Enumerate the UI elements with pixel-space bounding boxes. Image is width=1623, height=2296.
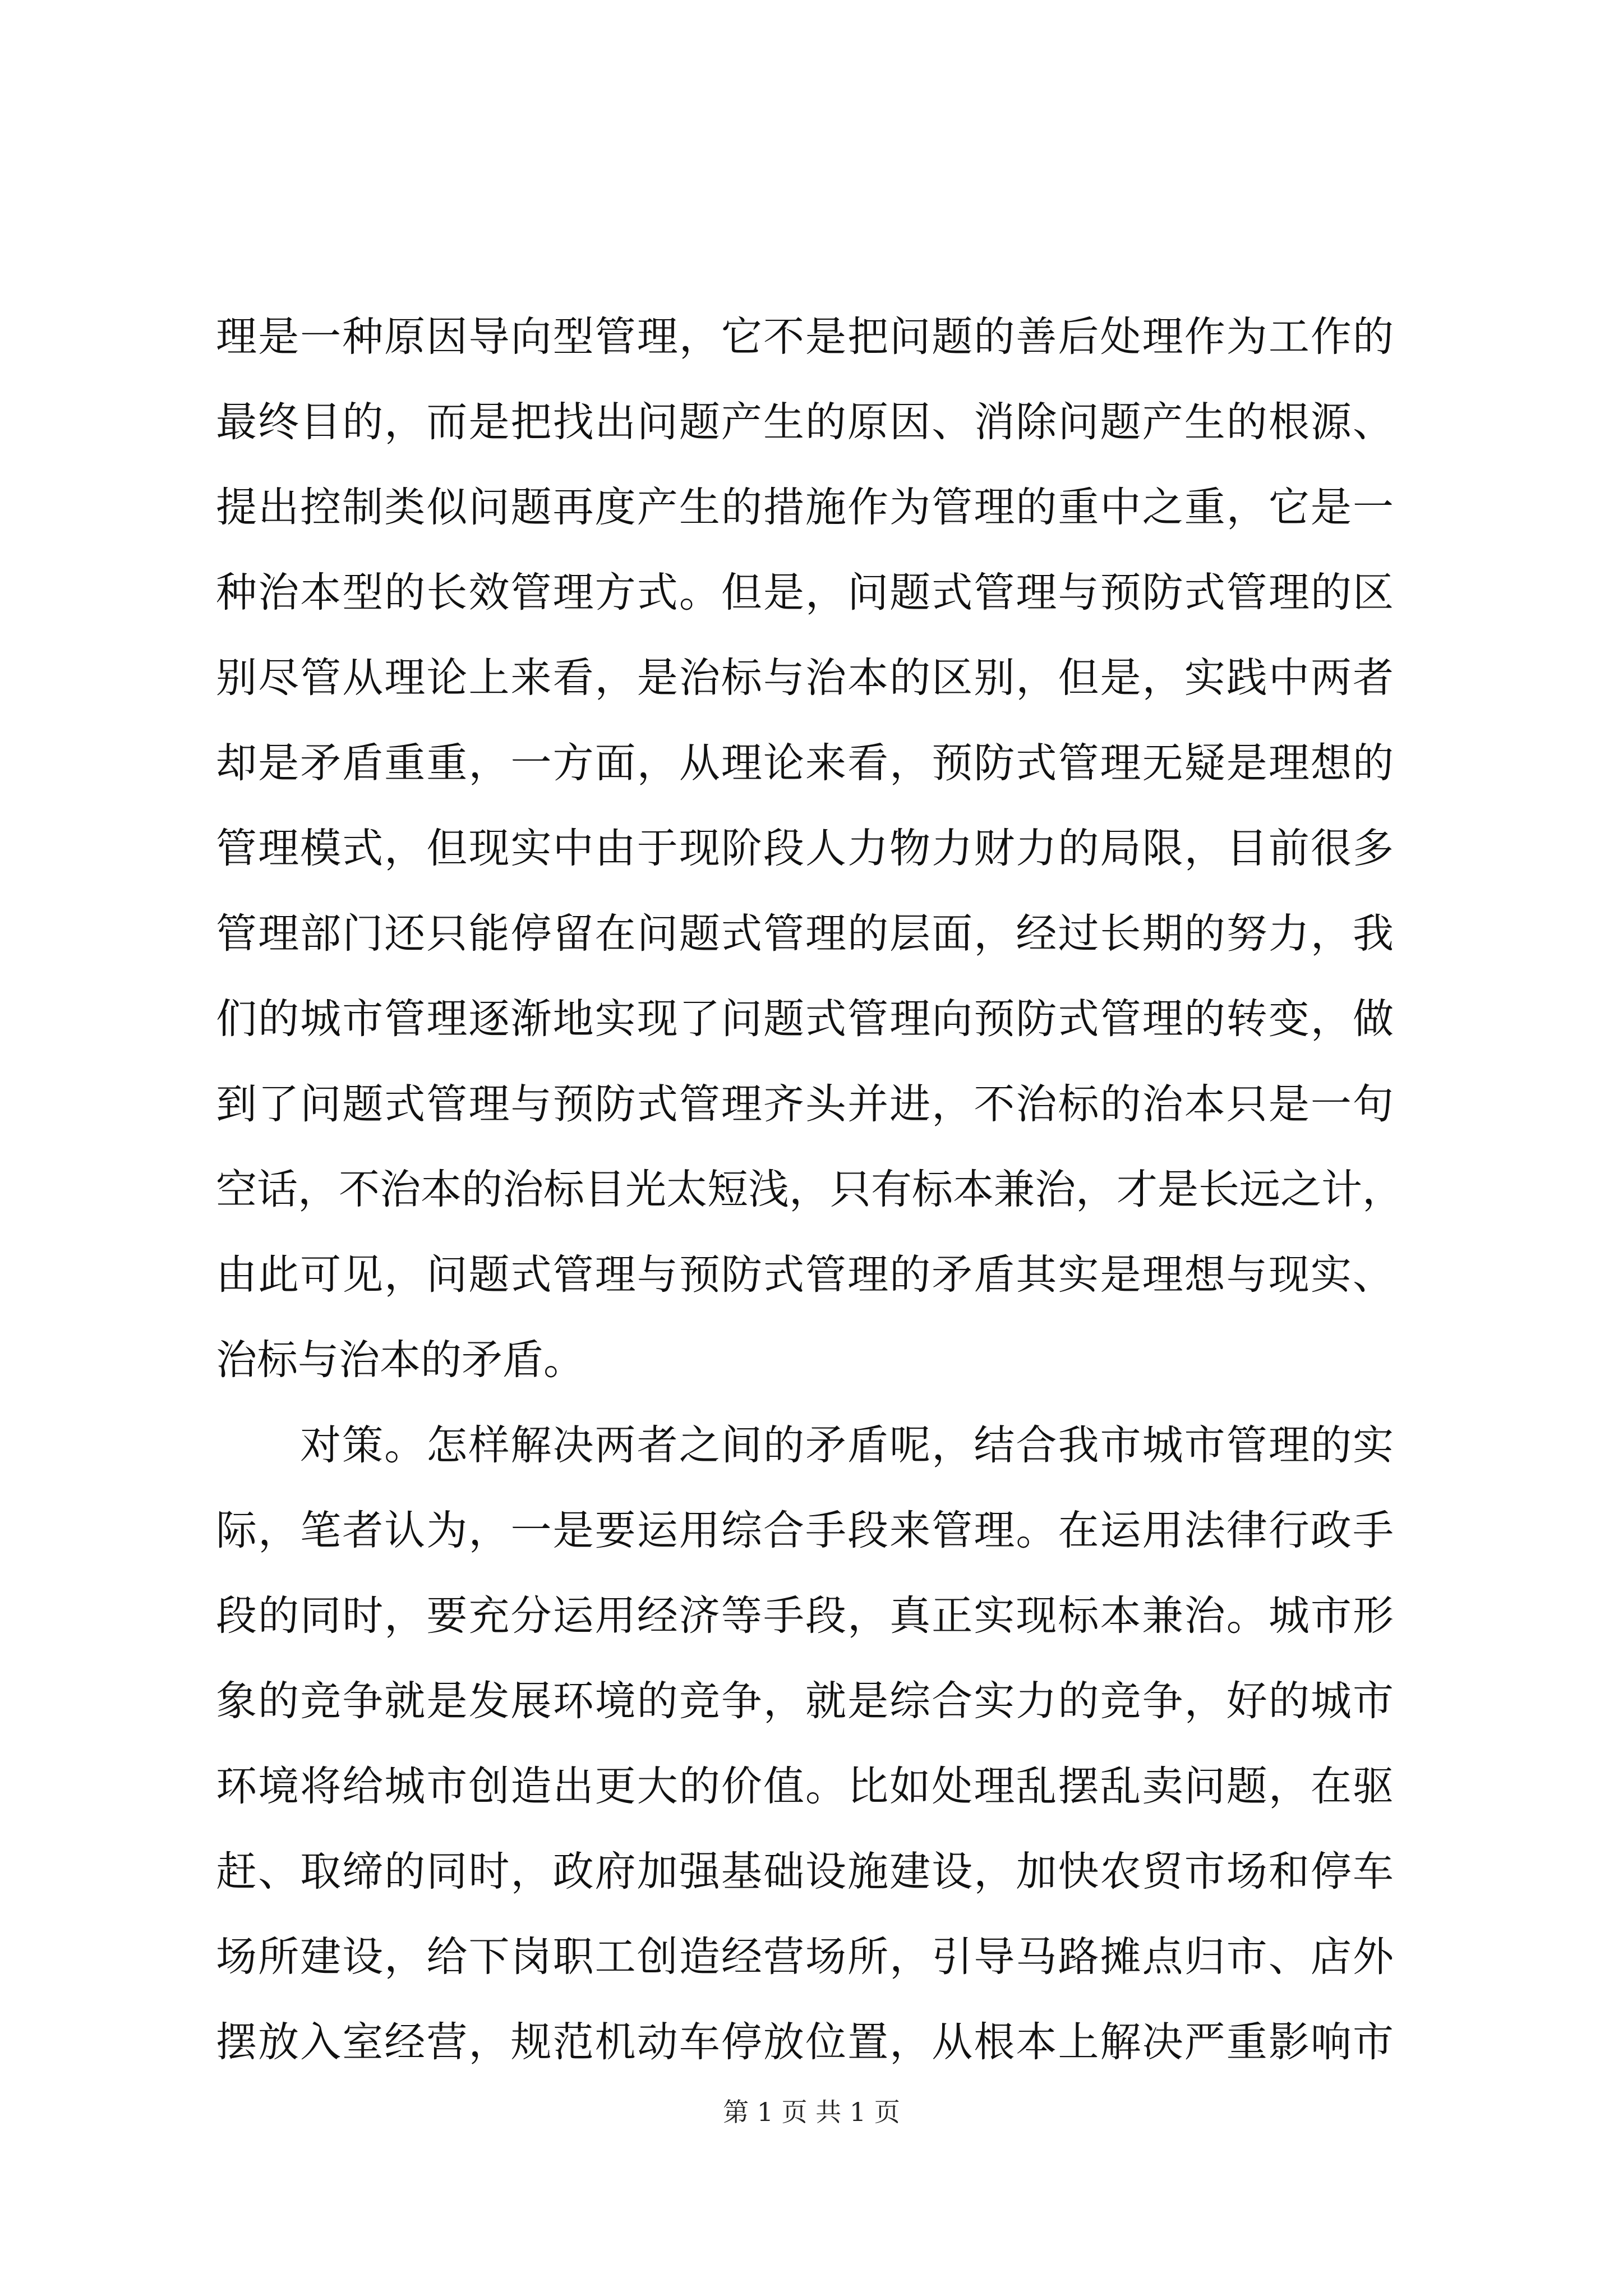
text-line: 治标与治本的矛盾。 xyxy=(216,1336,584,1384)
document-body xyxy=(216,295,1403,2085)
text-line: 们的城市管理逐渐地实现了问题式管理向预防式管理的转变，做 xyxy=(216,995,1394,1043)
page-footer xyxy=(0,2095,1623,2129)
text-line: 种治本型的长效管理方式。但是，问题式管理与预防式管理的区 xyxy=(216,569,1394,616)
text-line: 段的同时，要充分运用经济等手段，真正实现标本兼治。城市形 xyxy=(216,1592,1394,1640)
text-line: 管理部门还只能停留在问题式管理的层面，经过长期的努力，我 xyxy=(216,910,1394,958)
page-number-label: 第 1 页 共 1 页 xyxy=(723,2097,900,2127)
text-line: 象的竞争就是发展环境的竞争，就是综合实力的竞争，好的城市 xyxy=(216,1677,1394,1725)
text-line: 场所建设，给下岗职工创造经营场所，引导马路摊点归市、店外 xyxy=(216,1933,1394,1981)
text-line: 最终目的，而是把找出问题产生的原因、消除问题产生的根源、 xyxy=(216,398,1394,446)
text-line: 际，笔者认为，一是要运用综合手段来管理。在运用法律行政手 xyxy=(216,1507,1394,1554)
text-line: 到了问题式管理与预防式管理齐头并进，不治标的治本只是一句 xyxy=(216,1080,1394,1128)
text-line: 摆放入室经营，规范机动车停放位置，从根本上解决严重影响市 xyxy=(216,2018,1394,2066)
text-line: 环境将给城市创造出更大的价值。比如处理乱摆乱卖问题，在驱 xyxy=(216,1763,1394,1810)
text-line: 别尽管从理论上来看，是治标与治本的区别，但是，实践中两者 xyxy=(216,654,1394,702)
text-line: 理是一种原因导向型管理，它不是把问题的善后处理作为工作的 xyxy=(216,313,1394,361)
text-line: 却是矛盾重重，一方面，从理论来看，预防式管理无疑是理想的 xyxy=(216,739,1394,787)
text-line: 对策。怎样解决两者之间的矛盾呢，结合我市城市管理的实 xyxy=(300,1421,1394,1469)
text-line: 由此可见，问题式管理与预防式管理的矛盾其实是理想与现实、 xyxy=(216,1251,1394,1299)
text-line: 提出控制类似问题再度产生的措施作为管理的重中之重，它是一 xyxy=(216,484,1394,531)
text-line: 空话，不治本的治标目光太短浅，只有标本兼治，才是长远之计， xyxy=(216,1166,1403,1213)
text-line: 管理模式，但现实中由于现阶段人力物力财力的局限，目前很多 xyxy=(216,825,1394,872)
text-line: 赶、取缔的同时，政府加强基础设施建设，加快农贸市场和停车 xyxy=(216,1848,1394,1895)
